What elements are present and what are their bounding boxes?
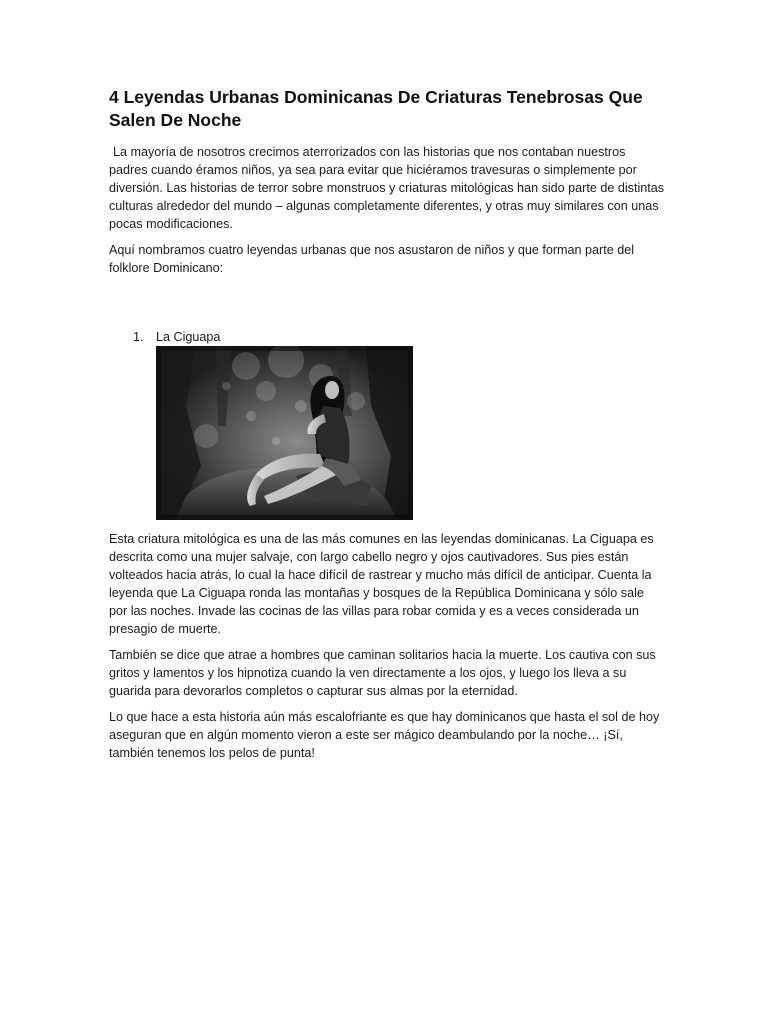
figure-gap xyxy=(109,520,665,530)
ciguapa-photo xyxy=(156,346,413,520)
legend-list xyxy=(109,328,665,342)
body-paragraph-2: También se dice que atrae a hombres que caminan solitarios hacia la muerte. Los cautiva con sus gritos y lamentos y los hipnotiza cuando la ven directamente a los ojos, y luego los lleva a su guarida para devorarlos completos o capturar sus almas por la eternidad. xyxy=(109,648,656,698)
blank-space xyxy=(109,285,665,328)
list-item-label: La Ciguapa xyxy=(156,330,221,344)
intro-paragraph-1: La mayoría de nosotros crecimos aterrorizados con las historias que nos contaban nuestros padres cuando éramos niños, ya sea para evitar que hiciéramos travesuras o simplemente por diversión. Las historias de terror sobre monstruos y criaturas mitológicas han sido parte de distintas culturas alrededor del mundo – algunas completamente diferentes, y otras muy similares con unas pocas modificaciones. xyxy=(109,145,665,231)
body-paragraph-3: Lo que hace a esta historia aún más escalofriante es que hay dominicanos que hasta el sol de hoy aseguran que en algún momento vieron a este ser mágico deambulando por la noche… ¡Sí, también tenemos los pelos de punta! xyxy=(109,710,660,760)
body-paragraph-1: Esta criatura mitológica es una de las más comunes en las leyendas dominicanas. La Ciguapa es descrita como una mujer salvaje, con largo cabello negro y ojos cautivadores. Sus pies están volteados hacia atrás, lo cual la hace difícil de rastrear y mucho más difícil de anticipar. Cuenta la leyenda que La Ciguapa ronda las montañas y bosques de la República Dominicana y sólo sale por las noches. Invade las cocinas de las villas para robar comida y es a veces considerada un presagio de muerte. xyxy=(109,532,654,636)
intro-paragraph-2: Aquí nombramos cuatro leyendas urbanas que nos asustaron de niños y que forman parte del folklore Dominicano: xyxy=(109,243,635,275)
list-item xyxy=(109,328,665,342)
document-page xyxy=(109,86,665,770)
photo-woman-sitting-on-rock-icon xyxy=(156,346,413,520)
list-item-number: 1. xyxy=(133,330,144,344)
document-title: 4 Leyendas Urbanas Dominicanas De Criaturas Tenebrosas Que Salen De Noche xyxy=(109,87,643,130)
